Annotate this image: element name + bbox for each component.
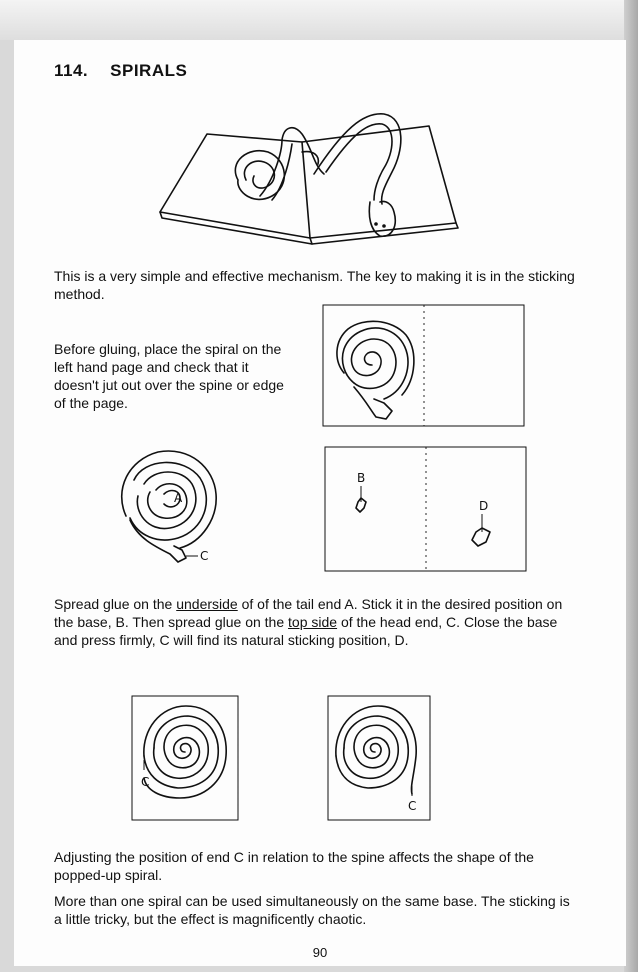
glue-top-side: top side [288, 614, 338, 630]
label-c-left: C [141, 775, 150, 789]
label-c-right: C [408, 799, 417, 813]
scan-right-shadow [624, 0, 638, 972]
before-gluing-paragraph: Before gluing, place the spiral on the left hand page and check that it doesn't jut out over the spine or edge of the page. [54, 341, 284, 411]
sticking-positions-diagram [14, 440, 626, 580]
base-outline [325, 447, 526, 571]
intro-paragraph: This is a very simple and effective mechanism. The key to making it is in the sticking method. [54, 268, 575, 302]
spiral-left [144, 706, 226, 798]
label-c: C [200, 549, 209, 563]
book-page [14, 40, 626, 966]
glue-instructions-paragraph [54, 595, 579, 649]
spiral-right [336, 706, 416, 796]
adjusting-paragraph: Adjusting the position of end C in relation to the spine affects the shape of the popped-up spiral. [54, 849, 534, 883]
scan-top-margin [0, 0, 638, 40]
popup-spiral-snake-illustration [14, 40, 626, 280]
label-a: A [174, 491, 183, 505]
glue-underside: underside [176, 596, 238, 612]
glue-text-3: of the head end, C. Close the base and press firmly, C will find its natural sticking position, D. [54, 614, 558, 648]
section-title: SPIRALS [110, 61, 188, 80]
spiral-spine-position-diagrams [14, 690, 626, 830]
glue-text-2: of of the tail end A. Stick it in the desired position on the base, B. Then spread glue on the [54, 596, 563, 630]
multiple-spirals-paragraph: More than one spiral can be used simultaneously on the same base. The sticking is a little tricky, but the effect is magnificently chaotic. [54, 893, 570, 927]
page-number: 90 [312, 945, 328, 960]
glue-text-1: Spread glue on the [54, 596, 177, 612]
label-d: D [479, 499, 489, 513]
section-number: 114. [54, 61, 89, 80]
label-b: B [357, 471, 366, 485]
spiral-on-page-diagram [14, 295, 626, 455]
